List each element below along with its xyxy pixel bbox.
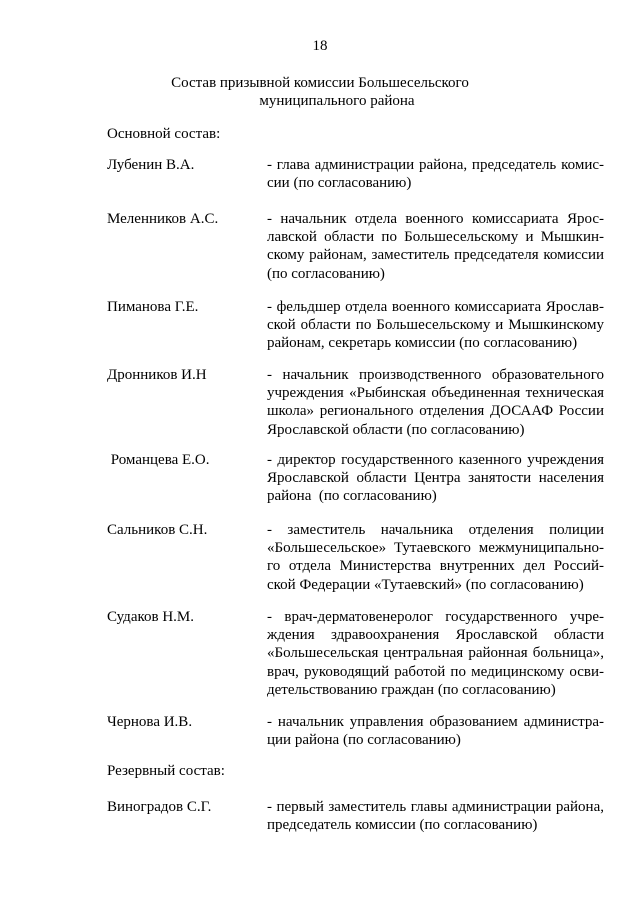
member-role-line: скому районам, заместитель председателя комиссии xyxy=(267,247,604,264)
member-role-line: детельствованию граждан (по согласованию) xyxy=(267,681,556,698)
member-role-line: ждения здравоохранения Ярославской области xyxy=(267,627,604,644)
member-role-line: - начальник отдела военного комиссариата Ярос- xyxy=(267,211,604,227)
member-role-line: врач, руководящий работой по медицинскому осви- xyxy=(267,663,604,680)
title-line-1: Состав призывной комиссии Большесельского xyxy=(171,75,469,91)
member-role-line: - начальник производственного образовательного xyxy=(267,367,604,383)
member-role-line: - первый заместитель главы администрации района, xyxy=(267,799,604,815)
member-role-line: - начальник управления образованием администра- xyxy=(267,714,604,730)
member-role-line: председатель комиссии (по согласованию) xyxy=(267,817,538,834)
member-role-line: го отдела Министерства внутренних дел Россий- xyxy=(267,558,604,575)
member-role xyxy=(267,713,604,749)
reserve-section-label: Резервный состав: xyxy=(107,763,225,779)
member-role-line: районам, секретарь комиссии (по согласованию) xyxy=(267,335,578,352)
member-role-line: сии (по согласованию) xyxy=(267,175,412,192)
member-name: Пиманова Г.Е. xyxy=(107,299,199,315)
member-role xyxy=(267,608,604,699)
page-number: 18 xyxy=(312,38,328,54)
document-title xyxy=(0,74,640,110)
member-role xyxy=(267,210,604,283)
member-name: Чернова И.В. xyxy=(107,714,193,730)
member-role-line: лавской области по Большесельскому и Мышкин- xyxy=(267,229,604,246)
member-role xyxy=(267,366,604,439)
member-name: Романцева Е.О. xyxy=(107,452,210,468)
member-role-line: - врач-дерматовенеролог государственного учре- xyxy=(267,609,604,625)
member-role-line: - директор государственного казенного учреждения xyxy=(267,452,604,468)
member-role xyxy=(267,156,604,192)
member-role-line: (по согласованию) xyxy=(267,265,385,282)
member-name: Виноградов С.Г. xyxy=(107,799,212,815)
member-name: Лубенин В.А. xyxy=(107,157,195,173)
member-name: Меленников А.С. xyxy=(107,211,219,227)
member-role-line: «Большесельская центральная районная больница», xyxy=(267,645,604,662)
member-role-line: учреждения «Рыбинская объединенная техническая xyxy=(267,385,604,402)
member-role-line: школа» регионального отделения ДОСААФ России xyxy=(267,403,604,420)
member-role-line: Ярославской области (по согласованию) xyxy=(267,421,525,438)
member-name: Дронников И.Н xyxy=(107,367,207,383)
member-name: Сальников С.Н. xyxy=(107,522,208,538)
member-role xyxy=(267,298,604,353)
member-role-line: - заместитель начальника отделения полиции xyxy=(267,522,604,538)
member-role-line: района (по согласованию) xyxy=(267,488,437,505)
member-role-line: ции района (по согласованию) xyxy=(267,732,461,749)
member-role-line: - глава администрации района, председатель комис- xyxy=(267,157,604,173)
member-role-line: ской области по Большесельскому и Мышкинскому xyxy=(267,317,604,334)
title-line-2: муниципального района xyxy=(259,93,415,109)
member-role-line: - фельдшер отдела военного комиссариата Ярослав- xyxy=(267,299,604,315)
member-role-line: ской Федерации «Тутаевский» (по согласованию) xyxy=(267,576,584,593)
member-role xyxy=(267,798,604,834)
member-role xyxy=(267,451,604,506)
member-role-line: «Большесельское» Тутаевского межмуниципально- xyxy=(267,540,604,557)
member-name: Судаков Н.М. xyxy=(107,609,195,625)
main-section-label: Основной состав: xyxy=(107,126,221,142)
member-role xyxy=(267,521,604,594)
member-role-line: Ярославской области Центра занятости населения xyxy=(267,470,604,487)
